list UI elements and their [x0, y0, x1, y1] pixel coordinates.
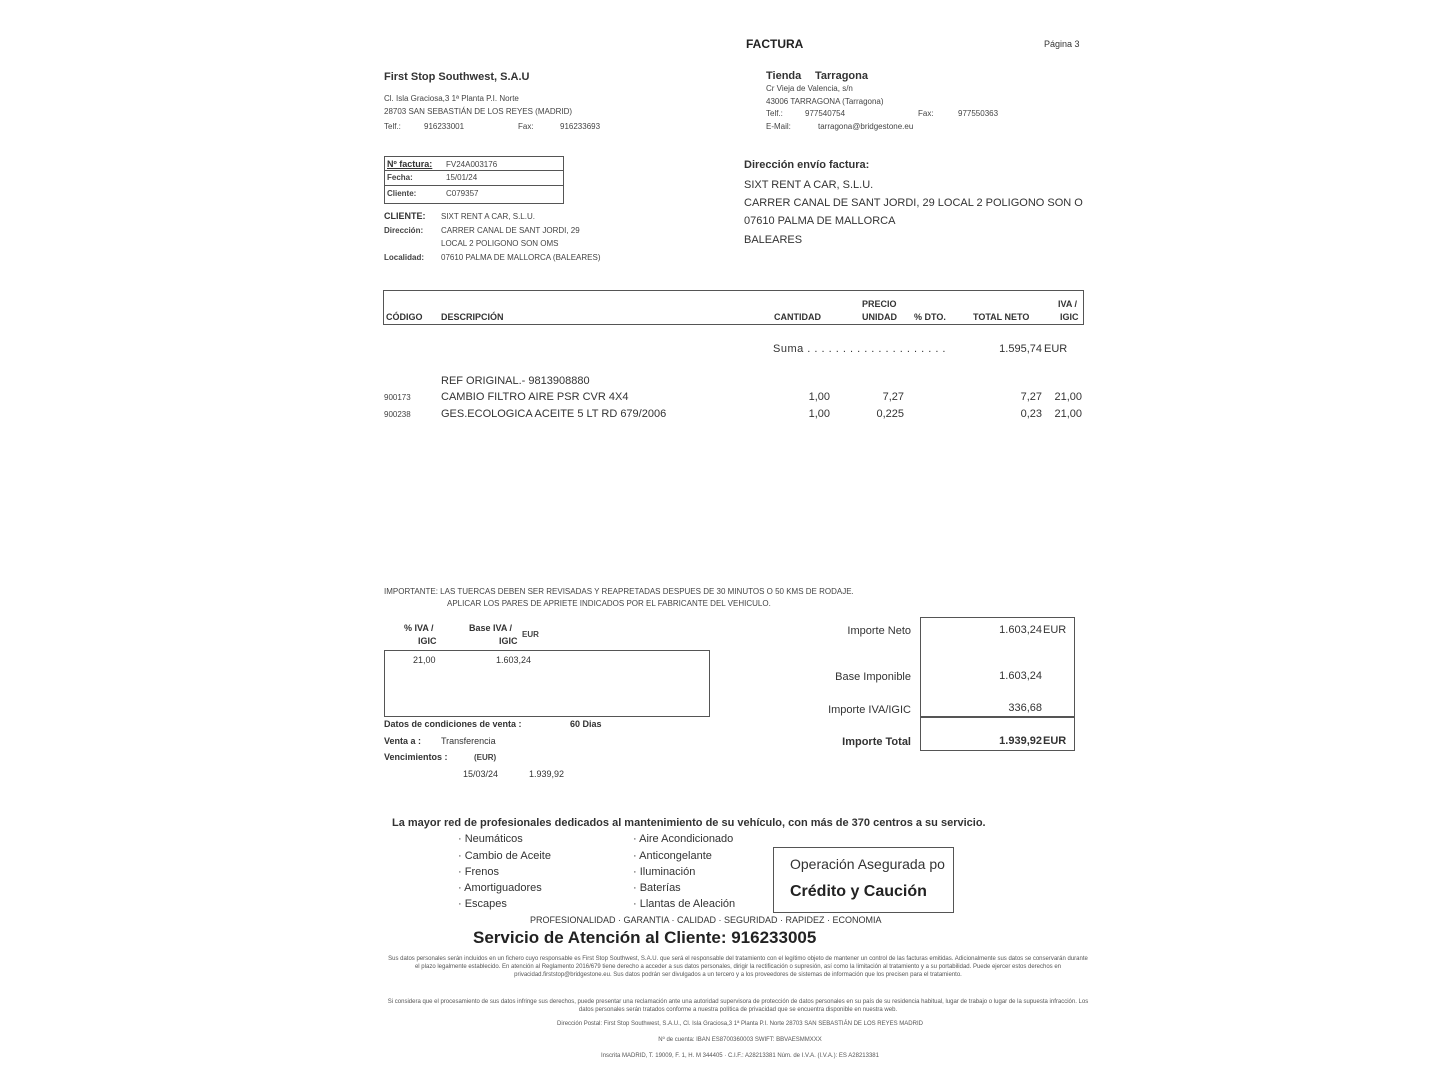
service-item: · Anticongelante: [633, 850, 712, 862]
importe-iva-value: 336,68: [1008, 702, 1042, 714]
vat-header-pct-1: % IVA /: [404, 623, 434, 633]
invoice-date-label: Fecha:: [387, 173, 413, 182]
vencimiento-amount: 1.939,92: [529, 769, 565, 779]
vencimientos-currency: (EUR): [474, 753, 497, 762]
store-name: Tarragona: [815, 70, 868, 82]
importe-total-value: 1.939,92: [999, 735, 1042, 747]
line-total: 7,27: [1020, 391, 1042, 403]
venta-label: Venta a :: [384, 736, 422, 746]
store-address-1: Cr Vieja de Valencia, s/n: [766, 84, 853, 93]
legal-address: Dirección Postal: First Stop Southwest, S.A.U., Cl. Isla Graciosa,3 1ª Planta P.I. Norte 28703 SAN SEBASTIÁN DE LOS REYES MADRID: [557, 1021, 923, 1027]
vat-header-pct-2: IGIC: [418, 636, 437, 646]
line-description: GES.ECOLOGICA ACEITE 5 LT RD 679/2006: [441, 408, 667, 420]
vat-base: 1.603,24: [496, 655, 532, 665]
ref-line: REF ORIGINAL.- 9813908880: [441, 375, 590, 387]
service-item: · Amortiguadores: [458, 882, 542, 894]
col-cantidad: CANTIDAD: [774, 312, 821, 322]
line-price: 7,27: [882, 391, 904, 403]
line-quantity: 1,00: [808, 391, 830, 403]
suma-currency: EUR: [1044, 343, 1068, 355]
document-title: FACTURA: [746, 37, 804, 51]
store-label: Tienda: [766, 70, 802, 82]
store-fax-label: Fax:: [918, 109, 934, 118]
client-address-1: CARRER CANAL DE SANT JORDI, 29: [441, 226, 580, 235]
legal-bank: Nº de cuenta: IBAN ES8700360003 SWIFT: BBVAESMMXXX: [658, 1037, 822, 1043]
col-total: TOTAL NETO: [973, 312, 1030, 322]
line-total: 0,23: [1020, 408, 1042, 420]
line-code: 900173: [384, 393, 411, 402]
col-precio-1: PRECIO: [862, 299, 897, 309]
store-fax: 977550363: [958, 109, 999, 118]
insurance-line-2: Crédito y Caución: [790, 883, 927, 900]
company-fax: 916233693: [560, 122, 601, 131]
vat-header-base-1: Base IVA /: [469, 623, 513, 633]
shipping-line-2: CARRER CANAL DE SANT JORDI, 29 LOCAL 2 POLIGONO SON O: [744, 197, 1083, 209]
legal-paragraph-1: Sus datos personales serán incluidos en un fichero cuyo responsable es First Stop Southwest, S.A.U. que será el responsable del tratamiento con el legítimo objeto de mantener un control de las facturas emitidas. Adicionalmente sus datos se conservarán durante el plazo legalmente establecido. En atención al Reglamento 2016/679 tiene derecho a acceder a sus datos personales, dirigir la rectificación o supresión, así como la limitación al tratamiento y a su portabilidad. Puede ejercer estos derechos en privacidad.firststop@bridgestone.eu. Sus datos podrán ser divulgados a un tercero y a los proveedores de sistemas de información que los precisen para el tratamiento.: [388, 956, 1088, 978]
company-tel-label: Telf.:: [384, 122, 401, 131]
legal-paragraph-2: Si considera que el procesamiento de sus datos infringe sus derechos, puede presentar una reclamación ante una autoridad supervisora de protección de datos personales en su país de su residencia habitual, lugar de trabajo o lugar de la supuesta infracción. Los datos personales serán tratados conforme a nuestra política de privacidad que se encuentra disponible en nuestra web.: [387, 999, 1089, 1013]
line-iva: 21,00: [1054, 408, 1082, 420]
notice-line-2: APLICAR LOS PARES DE APRIETE INDICADOS POR EL FABRICANTE DEL VEHICULO.: [447, 599, 771, 608]
line-description: CAMBIO FILTRO AIRE PSR CVR 4X4: [441, 391, 629, 403]
col-descripcion: DESCRIPCIÓN: [441, 312, 504, 322]
col-codigo: CÓDIGO: [386, 312, 423, 322]
service-item: · Baterías: [633, 882, 681, 894]
invoice-date: 15/01/24: [446, 173, 478, 182]
store-email: tarragona@bridgestone.eu: [818, 122, 914, 131]
client-locality: 07610 PALMA DE MALLORCA (BALEARES): [441, 253, 601, 262]
vat-header-base-2: IGIC: [499, 636, 518, 646]
shipping-line-1: SIXT RENT A CAR, S.L.U.: [744, 179, 874, 191]
service-item: · Neumáticos: [458, 833, 523, 845]
client-name: SIXT RENT A CAR, S.L.U.: [441, 212, 535, 221]
line-iva: 21,00: [1054, 391, 1082, 403]
vencimientos-label: Vencimientos :: [384, 752, 448, 762]
conditions-days: 60 Dias: [570, 719, 602, 729]
company-address-1: Cl. Isla Graciosa,3 1ª Planta P.I. Norte: [384, 94, 519, 103]
vencimiento-date: 15/03/24: [463, 769, 499, 779]
suma-label: Suma . . . . . . . . . . . . . . . . . . . .: [773, 343, 946, 355]
base-imponible-label: Base Imponible: [835, 671, 911, 683]
promo-headline: La mayor red de profesionales dedicados al mantenimiento de su vehículo, con más de 370 centros a su servicio.: [392, 817, 986, 829]
line-code: 900238: [384, 410, 411, 419]
client-address-2: LOCAL 2 POLIGONO SON OMS: [441, 239, 559, 248]
company-name: First Stop Southwest, S.A.U: [384, 71, 530, 83]
client-address-label: Dirección:: [384, 226, 424, 235]
legal-registry: Inscrita MADRID, T. 19009, F. 1, H. M 344405 · C.I.F.: A28213381 Núm. de I.V.A. (I.V.A.): ES A28213381: [601, 1053, 879, 1059]
company-tel: 916233001: [424, 122, 465, 131]
shipping-label: Dirección envío factura:: [744, 159, 870, 171]
store-email-label: E-Mail:: [766, 122, 791, 131]
company-fax-label: Fax:: [518, 122, 534, 131]
line-quantity: 1,00: [808, 408, 830, 420]
invoice-number: FV24A003176: [446, 160, 498, 169]
service-item: · Frenos: [458, 866, 499, 878]
col-iva-2: IGIC: [1060, 312, 1079, 322]
col-precio-2: UNIDAD: [862, 312, 897, 322]
vat-header-eur: EUR: [522, 630, 539, 639]
shipping-line-4: BALEARES: [744, 234, 803, 246]
importe-total-label: Importe Total: [842, 736, 911, 748]
service-item: · Escapes: [458, 898, 507, 910]
store-address-2: 43006 TARRAGONA (Tarragona): [766, 97, 884, 106]
divider: [384, 185, 563, 186]
importe-neto-label: Importe Neto: [847, 625, 911, 637]
notice-line-1: IMPORTANTE: LAS TUERCAS DEBEN SER REVISADAS Y REAPRETADAS DESPUES DE 30 MINUTOS O 50 KMS DE RODAJE.: [384, 587, 854, 596]
values-line: PROFESIONALIDAD · GARANTIA · CALIDAD · SEGURIDAD · RAPIDEZ · ECONOMIA: [530, 915, 882, 925]
conditions-label: Datos de condiciones de venta :: [384, 719, 522, 729]
invoice-client-code: C079357: [446, 189, 479, 198]
importe-neto-value: 1.603,24: [999, 624, 1042, 636]
venta-value: Transferencia: [441, 736, 496, 746]
shipping-line-3: 07610 PALMA DE MALLORCA: [744, 215, 896, 227]
importe-neto-currency: EUR: [1043, 624, 1067, 636]
page-number: Página 3: [1044, 39, 1080, 49]
importe-iva-label: Importe IVA/IGIC: [828, 704, 911, 716]
col-iva-1: IVA /: [1058, 299, 1078, 309]
insurance-line-1: Operación Asegurada po: [790, 856, 945, 872]
importe-total-currency: EUR: [1043, 735, 1067, 747]
invoice-number-label: Nº factura:: [387, 159, 433, 169]
divider: [384, 170, 563, 171]
service-item: · Cambio de Aceite: [458, 850, 551, 862]
base-imponible-value: 1.603,24: [999, 670, 1042, 682]
service-item: · Iluminación: [633, 866, 696, 878]
line-price: 0,225: [876, 408, 904, 420]
suma-value: 1.595,74: [999, 343, 1042, 355]
service-item: · Llantas de Aleación: [633, 898, 736, 910]
vat-pct: 21,00: [413, 655, 436, 665]
customer-service-line: Servicio de Atención al Cliente: 916233005: [473, 928, 817, 947]
col-dto: % DTO.: [914, 312, 946, 322]
client-label: CLIENTE:: [384, 211, 426, 221]
company-address-2: 28703 SAN SEBASTIÁN DE LOS REYES (MADRID): [384, 107, 573, 116]
store-tel-label: Telf.:: [766, 109, 783, 118]
service-item: · Aire Acondicionado: [633, 833, 734, 845]
client-locality-label: Localidad:: [384, 253, 425, 262]
store-tel: 977540754: [805, 109, 846, 118]
invoice-client-label: Cliente:: [387, 189, 417, 198]
